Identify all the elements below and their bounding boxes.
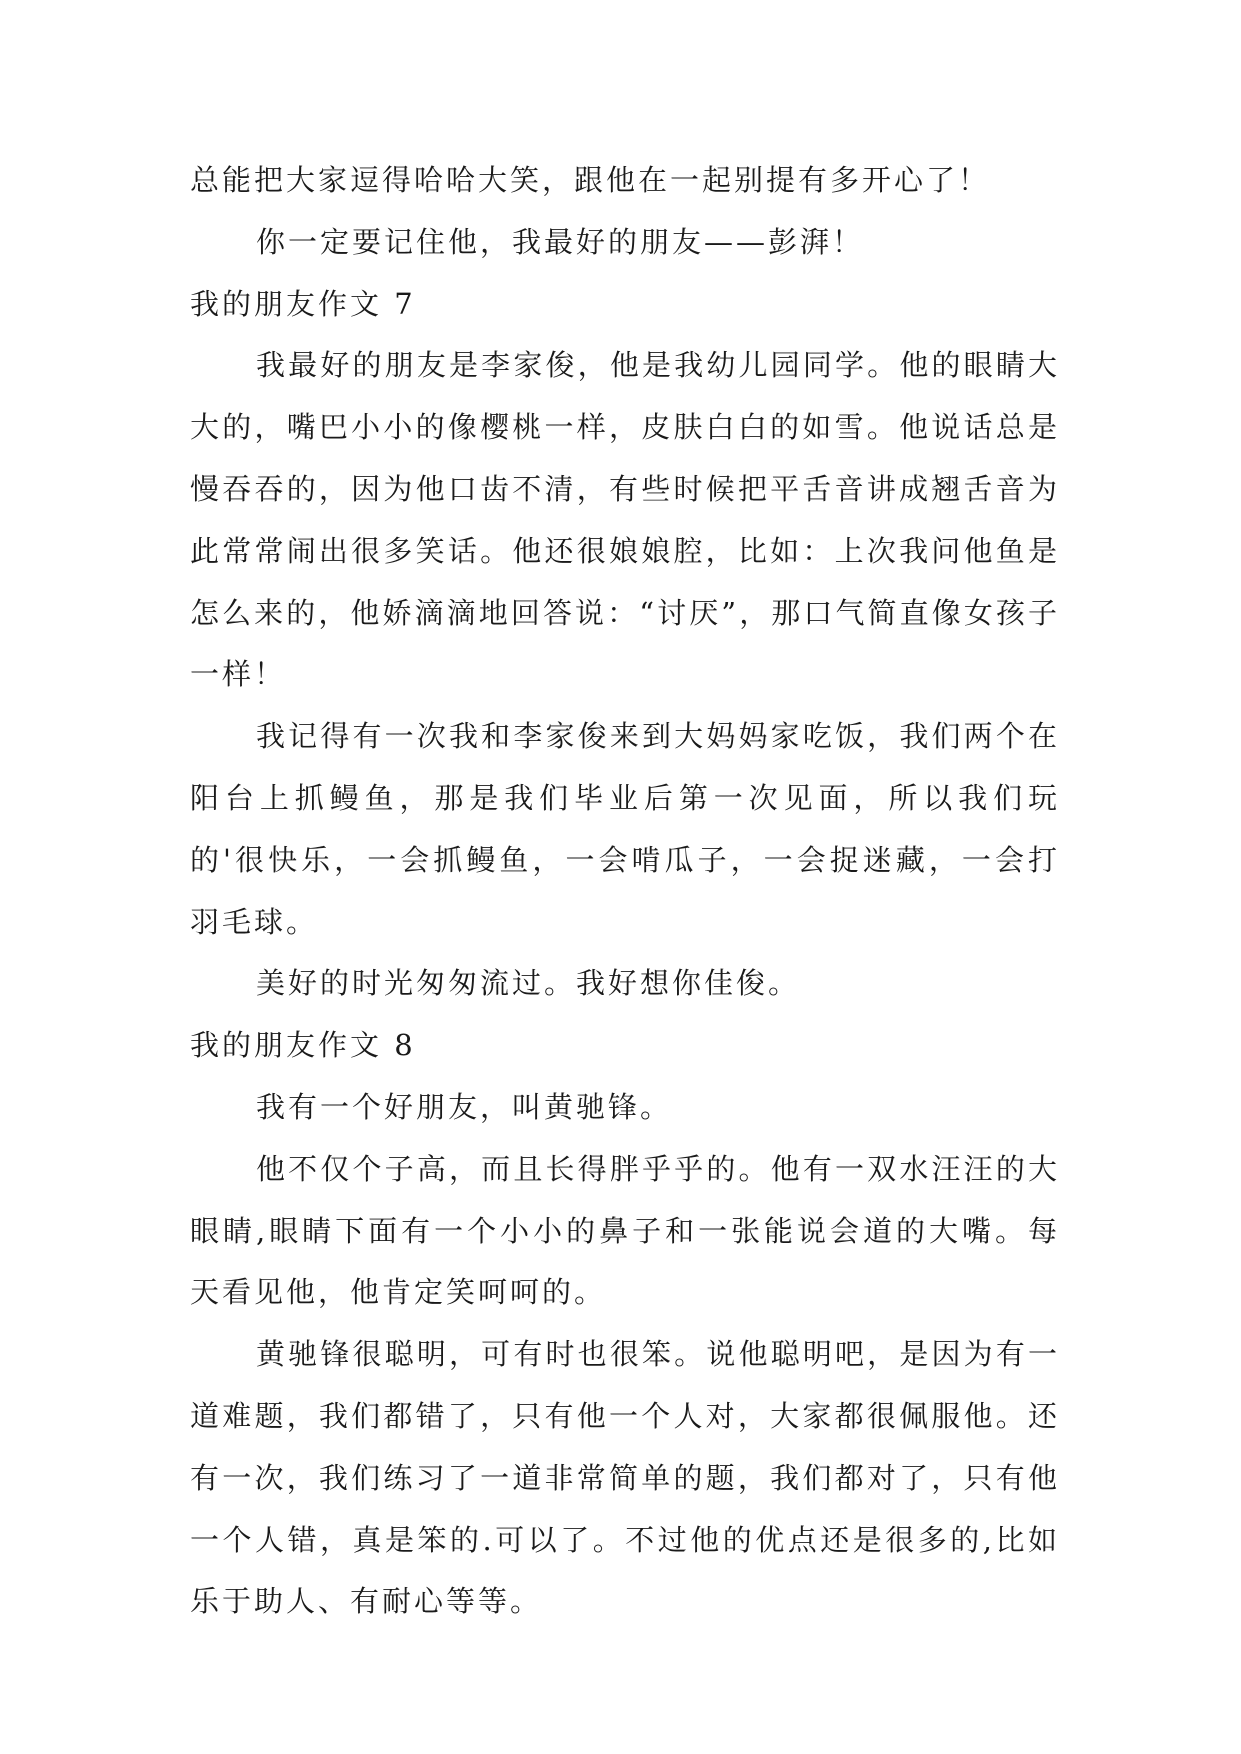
paragraph-intro-huang-chifeng: 我有一个好朋友，叫黄驰锋。 [256, 1089, 673, 1124]
paragraph-missing-friend: 美好的时光匆匆流过。我好想你佳俊。 [256, 966, 801, 1001]
document-page [190, 150, 1060, 1633]
paragraph-continuation: 总能把大家逗得哈哈大笑，跟他在一起别提有多开心了！ [190, 163, 991, 197]
paragraph-balcony-memory: 我记得有一次我和李家俊来到大妈妈家吃饭，我们两个在阳台上抓鳗鱼，那是我们毕业后第一次见面，所以我们玩的'很快乐，一会抓鳗鱼，一会啃瓜子，一会捉迷藏，一会打羽毛球。 [190, 719, 1060, 939]
paragraph-remember-friend: 你一定要记住他，我最好的朋友——彭湃！ [256, 224, 865, 259]
essay-heading-8: 我的朋友作文 8 [190, 1028, 416, 1063]
paragraph-smart-and-silly: 黄驰锋很聪明，可有时也很笨。说他聪明吧，是因为有一道难题，我们都错了，只有他一个人对，大家都很佩服他。还有一次，我们练习了一道非常简单的题，我们都对了，只有他一个人错，真是笨的.可以了。不过他的优点还是很多的,比如乐于助人、有耐心等等。 [190, 1337, 1060, 1619]
paragraph-appearance: 他不仅个子高，而且长得胖乎乎的。他有一双水汪汪的大眼睛,眼睛下面有一个小小的鼻子和一张能说会道的大嘴。每天看见他，他肯定笑呵呵的。 [190, 1151, 1060, 1310]
paragraph-li-jiajun-description: 我最好的朋友是李家俊，他是我幼儿园同学。他的眼睛大大的，嘴巴小小的像樱桃一样，皮肤白白的如雪。他说话总是慢吞吞的，因为他口齿不清，有些时候把平舌音讲成翘舌音为此常常闹出很多笑话。他还很娘娘腔，比如：上次我问他鱼是怎么来的，他娇滴滴地回答说：“讨厌”，那口气简直像女孩子一样！ [190, 348, 1060, 692]
essay-heading-7: 我的朋友作文 7 [190, 286, 416, 321]
